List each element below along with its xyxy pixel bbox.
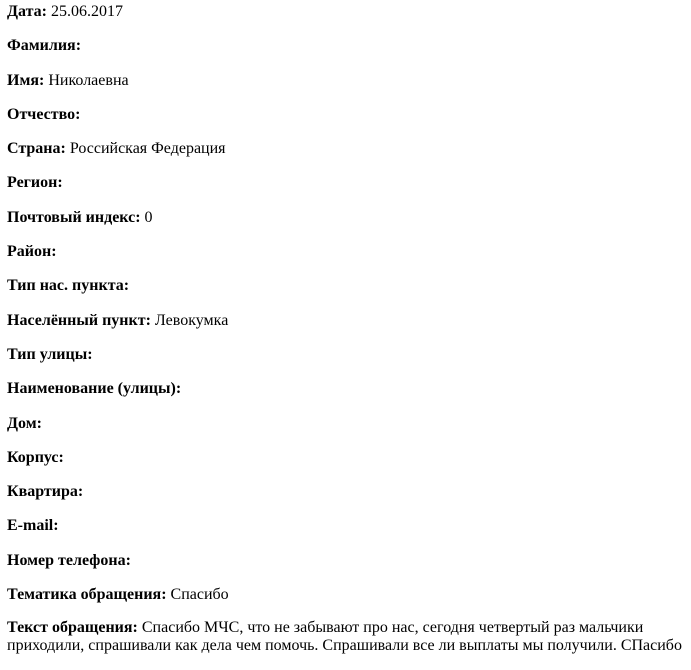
field-surname [7, 36, 682, 56]
field-house [7, 414, 682, 434]
field-label: Тип нас. пункта: [7, 277, 130, 295]
field-label: Район: [7, 243, 57, 261]
field-label: Наименование (улицы): [7, 380, 182, 398]
field-label: Имя: [7, 71, 45, 89]
field-topic [7, 585, 682, 605]
field-street-type [7, 345, 682, 365]
field-value: Спасибо МЧС, что не забывают про нас, сегодня четвертый раз мальчики приходили, спрашивали как дела чем помочь. Спрашивали все ли выплаты мы получили. СПасибо [7, 619, 682, 655]
field-label: Страна: [7, 140, 66, 158]
field-name [7, 71, 682, 91]
field-value: Николаевна [48, 71, 129, 89]
field-email [7, 516, 682, 536]
field-patronymic [7, 105, 682, 125]
field-label: Населённый пункт: [7, 311, 151, 329]
field-date [7, 2, 682, 22]
field-postal-code [7, 208, 682, 228]
field-label: Тематика обращения: [7, 586, 167, 604]
field-label: E-mail: [7, 517, 59, 535]
appeal-record [7, 0, 682, 670]
field-country [7, 139, 682, 159]
field-label: Тип улицы: [7, 345, 93, 363]
field-label: Почтовый индекс: [7, 208, 141, 226]
field-label: Дата: [7, 3, 47, 20]
field-street-name [7, 379, 682, 399]
field-phone [7, 551, 682, 571]
field-region [7, 173, 682, 193]
field-label: Отчество: [7, 105, 81, 123]
field-building [7, 448, 682, 468]
field-label: Квартира: [7, 483, 84, 501]
field-label: Корпус: [7, 448, 64, 466]
field-label: Фамилия: [7, 37, 82, 55]
field-district [7, 242, 682, 262]
field-apartment [7, 482, 682, 502]
field-message-text [7, 619, 682, 655]
field-value: Спасибо [170, 586, 229, 604]
field-value: Левокумка [154, 311, 229, 329]
field-value: 25.06.2017 [50, 3, 123, 20]
field-settlement [7, 311, 682, 331]
field-label: Текст обращения: [7, 619, 138, 637]
field-value: Российская Федерация [69, 140, 226, 158]
field-label: Номер телефона: [7, 551, 131, 569]
field-label: Регион: [7, 174, 63, 192]
field-settlement-type [7, 276, 682, 296]
field-value: 0 [144, 208, 153, 226]
field-label: Дом: [7, 414, 42, 432]
